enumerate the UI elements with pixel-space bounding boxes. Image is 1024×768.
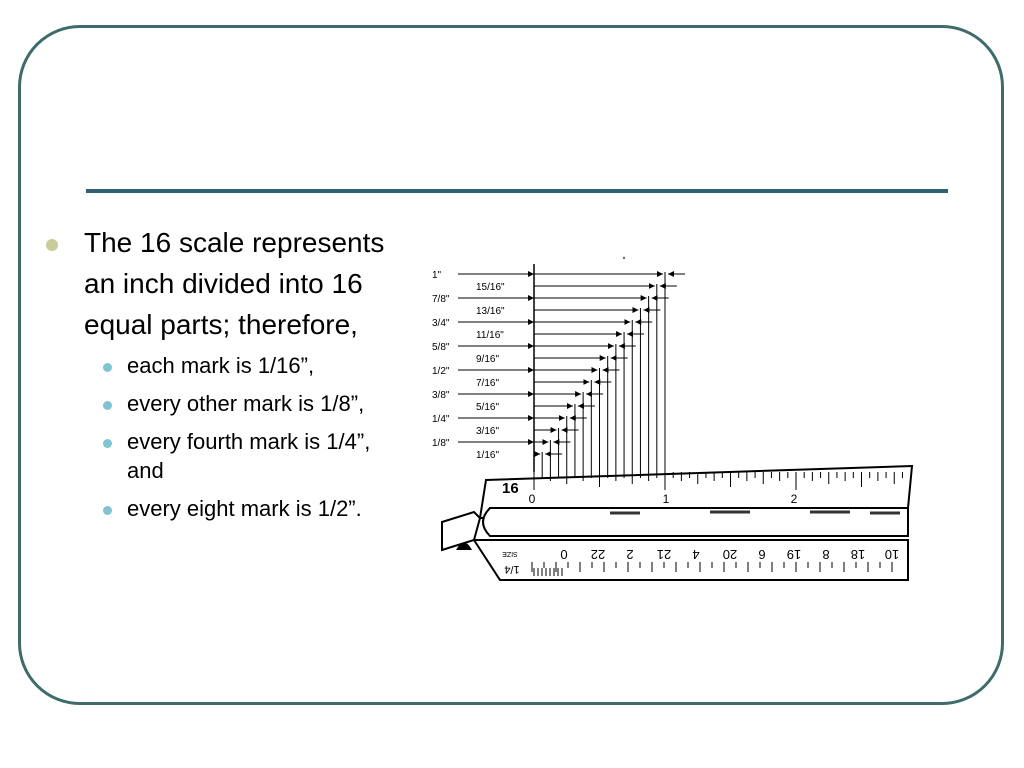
- fraction-label: 1/8": [432, 438, 450, 449]
- sub-bullet-text: every other mark is 1/8”,: [127, 391, 365, 416]
- top-number: 2: [790, 492, 798, 506]
- sub-bullet-dot-icon: [103, 401, 112, 410]
- sub-bullet-dot-icon: [103, 363, 112, 372]
- sub-bullet: [46, 351, 406, 380]
- bottom-scale-number: 21: [656, 547, 672, 562]
- size-fraction-label: 1/4: [504, 563, 520, 575]
- sub-bullet-dot-icon: [103, 506, 112, 515]
- bottom-scale-number: 8: [822, 547, 830, 562]
- sub-bullet: [46, 427, 406, 485]
- fraction-label: 3/4": [432, 318, 450, 329]
- fraction-label: 7/16": [476, 378, 500, 389]
- top-number: 1: [662, 492, 670, 506]
- fraction-callouts: [432, 264, 685, 472]
- fraction-label: 13/16": [476, 306, 505, 317]
- bullet-list: [46, 222, 406, 532]
- ruler-diagram-svg: [430, 250, 920, 585]
- bottom-scale-number: 10: [884, 547, 900, 562]
- fraction-label: 11/16": [476, 330, 504, 341]
- fraction-label: 3/8": [432, 390, 450, 401]
- fraction-label: 5/16": [476, 402, 500, 413]
- sub-bullet-list: [46, 351, 406, 523]
- title-divider: [86, 189, 948, 193]
- ruler-diagram: [430, 250, 920, 590]
- fraction-label: 15/16": [476, 282, 505, 293]
- bottom-scale-number: 0: [560, 547, 568, 562]
- bottom-scale-number: 6: [758, 547, 766, 562]
- main-bullet-text: The 16 scale represents an inch divided into 16 equal parts; therefore,: [84, 227, 385, 340]
- top-number: 0: [528, 492, 536, 506]
- sub-bullet: [46, 494, 406, 523]
- sub-bullet-text: every fourth mark is 1/4”, and: [127, 429, 371, 483]
- sub-bullet: [46, 389, 406, 418]
- bottom-scale-number: 2: [626, 547, 634, 562]
- bullet-dot-icon: [46, 239, 58, 251]
- fraction-label: 5/8": [432, 342, 450, 353]
- bottom-scale-number: 4: [692, 547, 700, 562]
- fraction-label: 1/16": [476, 450, 500, 461]
- fraction-label: 7/8": [432, 294, 450, 305]
- fraction-label: 1/4": [432, 414, 450, 425]
- bottom-scale-number: 20: [722, 547, 738, 562]
- fraction-label: 3/16": [476, 426, 500, 437]
- sub-bullet-text: each mark is 1/16”,: [127, 353, 315, 378]
- fraction-label: 1/2": [432, 366, 450, 377]
- bottom-scale-number: 19: [786, 547, 802, 562]
- bottom-scale-number: 18: [850, 547, 866, 562]
- fraction-label: 9/16": [476, 354, 500, 365]
- bottom-scale-number: 22: [590, 547, 606, 562]
- size-label: SIZE: [502, 550, 518, 557]
- scale-name-label: 16: [502, 480, 519, 497]
- sub-bullet-text: every eight mark is 1/2”.: [127, 496, 362, 521]
- fraction-label: 1": [432, 270, 442, 281]
- main-bullet: [46, 222, 406, 345]
- sub-bullet-dot-icon: [103, 439, 112, 448]
